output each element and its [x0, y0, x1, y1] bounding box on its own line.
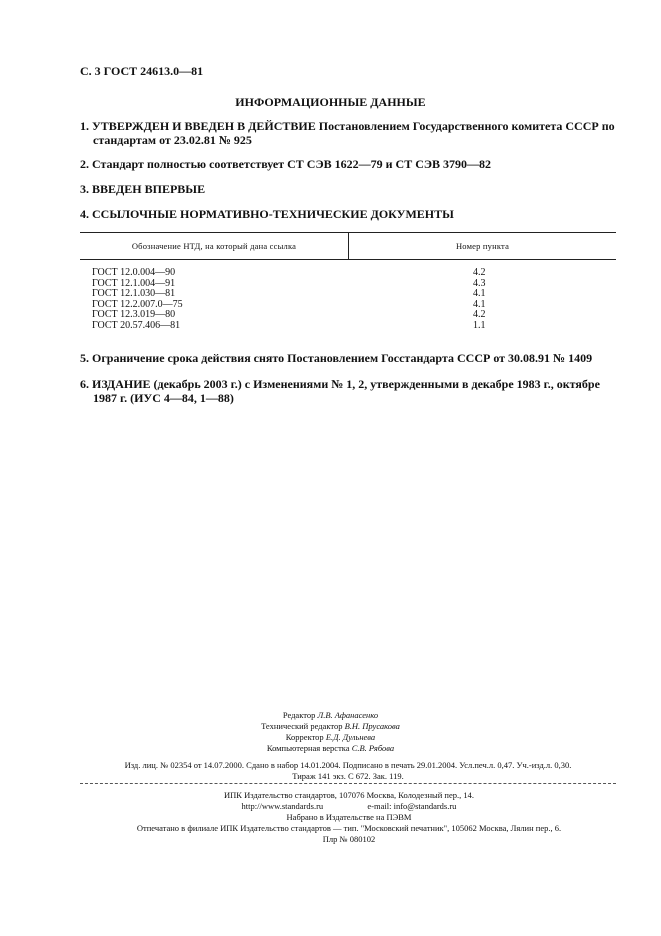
info-item-3 [80, 182, 620, 196]
credit-name: В.Н. Прусакова [344, 721, 400, 731]
info-item-1 [80, 119, 620, 147]
credit-tech-editor [0, 721, 661, 732]
footer-publisher: ИПК Издательство стандартов, 107076 Москва, Колодезный пер., 14. [224, 790, 474, 800]
refs-table-body [80, 268, 616, 331]
table-row [80, 268, 616, 279]
info-item-2 [80, 157, 620, 171]
footer [64, 790, 634, 845]
info-item-5 [80, 351, 620, 365]
ref-point: 4.3 [473, 277, 486, 289]
item-number: 3. [80, 182, 89, 196]
ref-doc: ГОСТ 12.3.019—80 [92, 309, 176, 320]
info-item-6 [80, 377, 620, 405]
credit-proofreader [0, 732, 661, 743]
ref-point: 4.1 [473, 298, 486, 310]
item-number: 1. [80, 119, 89, 133]
credit-role: Редактор [282, 710, 316, 720]
item-text: Постановлением Государственного комитета СССР по [315, 119, 615, 133]
footer-printed: Отпечатано в филиале ИПК Издательство стандартов — тип. "Московский печатник", 105062 Москва, Лялин пер., 6. [136, 823, 562, 833]
publication-line-2: Тираж 141 экз. С 672. Зак. 119. [292, 771, 404, 781]
ref-doc: ГОСТ 12.0.004—90 [92, 267, 176, 278]
refs-table [80, 232, 616, 260]
ref-doc: ГОСТ 12.1.004—91 [92, 277, 176, 289]
refs-col-point-header: Номер пункта [349, 233, 617, 260]
footer-contacts [64, 801, 634, 812]
item-text: Ограничение срока действия снято Постановлением Госстандарта СССР от 30.08.91 № 1409 [92, 351, 593, 365]
table-row [80, 289, 616, 300]
info-item-4 [80, 207, 620, 221]
item-text: ИЗДАНИЕ (декабрь 2003 г.) с Изменениями № 1, 2, утвержденными в декабре 1983 г., октябре [92, 377, 600, 391]
item-text-continuation: стандартам от 23.02.81 № 925 [93, 133, 252, 147]
credit-role: Корректор [285, 732, 324, 742]
footer-divider [80, 783, 616, 784]
ref-point: 4.2 [473, 267, 486, 278]
section-title: ИНФОРМАЦИОННЫЕ ДАННЫЕ [235, 95, 426, 109]
item-text-continuation: 1987 г. (ИУС 4—84, 1—88) [93, 391, 234, 405]
ref-point: 1.1 [473, 319, 486, 331]
refs-table-header-row [80, 233, 616, 260]
credit-name: Е.Д. Дульнева [325, 732, 376, 742]
credit-name: Л.В. Афанасенко [317, 710, 379, 720]
item-number: 6. [80, 377, 89, 391]
ref-point: 4.1 [473, 288, 486, 299]
credit-layout [0, 743, 661, 754]
refs-col-doc-header: Обозначение НТД, на который дана ссылка [80, 233, 349, 260]
item-text: ВВЕДЕН ВПЕРВЫЕ [92, 182, 206, 196]
item-bold-text: УТВЕРЖДЕН И ВВЕДЕН В ДЕЙСТВИЕ [92, 119, 316, 133]
footer-license: Плр № 080102 [322, 834, 376, 844]
item-number: 4. [80, 207, 89, 221]
item-number: 2. [80, 157, 89, 171]
publication-line-1: Изд. лиц. № 02354 от 14.07.2000. Сдано в набор 14.01.2004. Подписано в печать 29.01.2004. Усл.печ.л. 0,47. Уч.-изд.л. 0,30. [124, 760, 572, 770]
table-row [80, 321, 616, 332]
credit-role: Компьютерная верстка [266, 743, 350, 753]
table-row [80, 310, 616, 321]
item-number: 5. [80, 351, 89, 365]
ref-doc: ГОСТ 20.57.406—81 [92, 319, 181, 331]
item-text: Стандарт полностью соответствует СТ СЭВ 1622—79 и СТ СЭВ 3790—82 [92, 157, 492, 171]
credit-role: Технический редактор [261, 721, 343, 731]
ref-point: 4.2 [473, 309, 486, 320]
footer-website: http://www.standards.ru [241, 801, 324, 811]
ref-doc: ГОСТ 12.1.030—81 [92, 288, 176, 299]
page-header: С. 3 ГОСТ 24613.0—81 [80, 64, 204, 78]
footer-typeset: Набрано в Издательстве на ПЭВМ [286, 812, 412, 822]
item-text: ССЫЛОЧНЫЕ НОРМАТИВНО-ТЕХНИЧЕСКИЕ ДОКУМЕНТЫ [92, 207, 454, 221]
footer-email: e-mail: info@standards.ru [367, 801, 457, 811]
ref-doc: ГОСТ 12.2.007.0—75 [92, 298, 183, 310]
credit-name: С.В. Рябова [351, 743, 395, 753]
credit-editor [0, 710, 661, 721]
